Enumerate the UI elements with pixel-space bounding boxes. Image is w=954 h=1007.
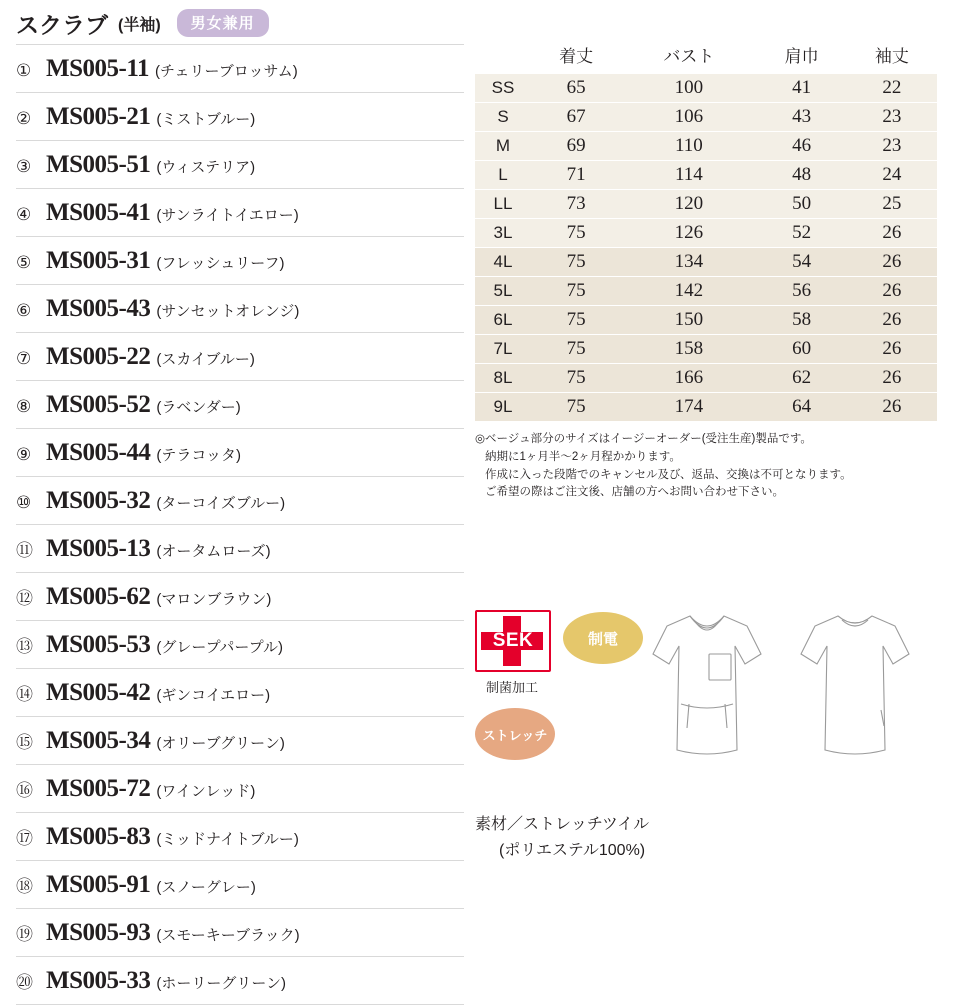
size-value: 73 — [531, 190, 621, 219]
size-value: 106 — [621, 103, 756, 132]
table-row — [475, 103, 937, 132]
color-index: ⑬ — [16, 637, 33, 656]
size-value: 120 — [621, 190, 756, 219]
color-row[interactable] — [16, 333, 464, 381]
table-row — [475, 248, 937, 277]
color-name: (ミッドナイトブルー) — [156, 831, 299, 848]
table-row — [475, 335, 937, 364]
size-label: LL — [475, 190, 531, 219]
color-name: (ラベンダー) — [156, 399, 241, 416]
size-value: 23 — [847, 103, 937, 132]
table-row — [475, 306, 937, 335]
color-row[interactable] — [16, 477, 464, 525]
size-value: 22 — [847, 74, 937, 103]
size-value: 26 — [847, 364, 937, 393]
size-value: 60 — [757, 335, 847, 364]
color-code: MS005-34 — [46, 727, 151, 754]
color-row[interactable] — [16, 765, 464, 813]
color-name: (ミストブルー) — [156, 111, 256, 128]
size-value: 158 — [621, 335, 756, 364]
size-value: 50 — [757, 190, 847, 219]
color-row[interactable] — [16, 957, 464, 1005]
size-label: 8L — [475, 364, 531, 393]
size-value: 134 — [621, 248, 756, 277]
color-code: MS005-51 — [46, 151, 151, 178]
size-label: SS — [475, 74, 531, 103]
size-value: 75 — [531, 248, 621, 277]
size-value: 110 — [621, 132, 756, 161]
color-code: MS005-43 — [46, 295, 151, 322]
size-value: 75 — [531, 364, 621, 393]
unisex-badge: 男女兼用 — [177, 9, 269, 37]
sek-caption: 制菌加工 — [485, 680, 538, 695]
size-label: M — [475, 132, 531, 161]
color-index: ⑳ — [16, 973, 33, 992]
color-code: MS005-31 — [46, 247, 151, 274]
size-value: 43 — [757, 103, 847, 132]
color-row[interactable] — [16, 285, 464, 333]
color-name: (ターコイズブルー) — [156, 495, 286, 512]
color-list — [16, 44, 464, 1005]
size-value: 62 — [757, 364, 847, 393]
stretch-badge: ストレッチ — [475, 708, 555, 760]
size-value: 126 — [621, 219, 756, 248]
color-index: ⑪ — [16, 541, 33, 560]
table-row — [475, 364, 937, 393]
color-row[interactable] — [16, 717, 464, 765]
color-code: MS005-91 — [46, 871, 151, 898]
col-header-bust: バスト — [663, 47, 715, 66]
color-index: ⑩ — [16, 493, 32, 512]
color-row[interactable] — [16, 621, 464, 669]
color-name: (オータムローズ) — [156, 543, 271, 560]
col-header-0 — [475, 40, 531, 74]
scrub-front-back-illustration — [645, 600, 935, 780]
size-table — [475, 40, 937, 421]
feature-badges — [475, 610, 618, 743]
size-label: L — [475, 161, 531, 190]
material-line-1: 素材／ストレッチツイル — [475, 816, 650, 833]
size-value: 26 — [847, 219, 937, 248]
size-value: 75 — [531, 335, 621, 364]
color-name: (スカイブルー) — [156, 351, 255, 368]
color-name: (グレープパープル) — [156, 639, 284, 656]
color-index: ④ — [16, 205, 32, 224]
color-row[interactable] — [16, 141, 464, 189]
size-value: 75 — [531, 219, 621, 248]
color-code: MS005-83 — [46, 823, 151, 850]
color-name: (サンセットオレンジ) — [156, 303, 300, 320]
table-row — [475, 74, 937, 103]
color-code: MS005-22 — [46, 343, 151, 370]
material-line-2: (ポリエステル100%) — [499, 841, 646, 859]
col-header-length: 着丈 — [559, 47, 594, 66]
size-label: 4L — [475, 248, 531, 277]
size-value: 174 — [621, 393, 756, 422]
color-name: (フレッシュリーフ) — [156, 255, 285, 272]
size-label: 7L — [475, 335, 531, 364]
color-code: MS005-44 — [46, 439, 151, 466]
size-value: 71 — [531, 161, 621, 190]
size-value: 23 — [847, 132, 937, 161]
color-index: ⑱ — [16, 877, 33, 896]
col-header-shoulder: 肩巾 — [784, 47, 819, 66]
size-value: 67 — [531, 103, 621, 132]
color-code: MS005-53 — [46, 631, 151, 658]
color-row[interactable] — [16, 573, 464, 621]
color-row[interactable] — [16, 813, 464, 861]
color-variation-panel — [16, 6, 464, 1005]
color-code: MS005-32 — [46, 487, 151, 514]
size-value: 46 — [757, 132, 847, 161]
color-index: ⑦ — [16, 349, 32, 368]
product-title: スクラブ — [16, 11, 108, 38]
size-value: 26 — [847, 393, 937, 422]
color-row[interactable] — [16, 189, 464, 237]
color-code: MS005-62 — [46, 583, 151, 610]
color-row[interactable] — [16, 525, 464, 573]
color-row[interactable] — [16, 44, 464, 93]
color-code: MS005-93 — [46, 919, 151, 946]
color-index: ① — [16, 61, 32, 80]
sek-icon — [475, 610, 551, 672]
size-value: 75 — [531, 277, 621, 306]
table-row — [475, 219, 937, 248]
color-index: ⑤ — [16, 253, 32, 272]
size-value: 69 — [531, 132, 621, 161]
size-value: 58 — [757, 306, 847, 335]
size-label: 3L — [475, 219, 531, 248]
size-value: 150 — [621, 306, 756, 335]
color-name: (サンライトイエロー) — [156, 207, 299, 224]
color-index: ⑥ — [16, 301, 32, 320]
antistatic-badge: 制電 — [563, 612, 643, 664]
color-row[interactable] — [16, 237, 464, 285]
size-value: 26 — [847, 335, 937, 364]
note-line: ◎ベージュ部分のサイズはイージーオーダー(受注生産)製品です。 — [475, 433, 812, 445]
color-row[interactable] — [16, 429, 464, 477]
size-value: 166 — [621, 364, 756, 393]
table-row — [475, 132, 937, 161]
color-code: MS005-42 — [46, 679, 151, 706]
garment-illustrations — [645, 600, 935, 785]
size-value: 56 — [757, 277, 847, 306]
page-title — [16, 6, 464, 40]
size-value: 142 — [621, 277, 756, 306]
size-value: 75 — [531, 306, 621, 335]
color-index: ⑧ — [16, 397, 32, 416]
note-line: 作成に入った段階でのキャンセル及び、返品、交換は不可となります。 — [485, 468, 852, 481]
color-code: MS005-33 — [46, 967, 151, 994]
color-code: MS005-13 — [46, 535, 151, 562]
color-code: MS005-21 — [46, 103, 151, 130]
size-value: 54 — [757, 248, 847, 277]
color-row[interactable] — [16, 669, 464, 717]
size-value: 114 — [621, 161, 756, 190]
color-code: MS005-72 — [46, 775, 151, 802]
size-value: 26 — [847, 277, 937, 306]
size-label: 6L — [475, 306, 531, 335]
color-index: ⑨ — [16, 445, 32, 464]
size-value: 41 — [757, 74, 847, 103]
color-index: ③ — [16, 157, 32, 176]
color-name: (テラコッタ) — [156, 447, 242, 464]
color-index: ⑭ — [16, 685, 33, 704]
size-value: 65 — [531, 74, 621, 103]
color-name: (ホーリーグリーン) — [156, 975, 287, 992]
color-code: MS005-41 — [46, 199, 151, 226]
color-name: (ワインレッド) — [156, 783, 256, 800]
color-name: (ギンコイエロー) — [156, 687, 271, 704]
table-row — [475, 190, 937, 219]
size-value: 64 — [757, 393, 847, 422]
color-row[interactable] — [16, 861, 464, 909]
size-label: S — [475, 103, 531, 132]
color-index: ⑲ — [16, 925, 33, 944]
color-row[interactable] — [16, 381, 464, 429]
color-code: MS005-11 — [46, 55, 149, 82]
color-index: ⑰ — [16, 829, 33, 848]
color-index: ⑫ — [16, 589, 33, 608]
color-name: (チェリーブロッサム) — [154, 63, 298, 80]
color-name: (スノーグレー) — [156, 879, 256, 896]
note-line: ご希望の際はご注文後、店舗の方へお問い合わせ下さい。 — [485, 486, 784, 499]
col-header-sleeve: 袖丈 — [874, 47, 909, 66]
color-name: (オリーブグリーン) — [156, 735, 285, 752]
color-code: MS005-52 — [46, 391, 151, 418]
size-value: 26 — [847, 248, 937, 277]
table-row — [475, 277, 937, 306]
size-value: 24 — [847, 161, 937, 190]
color-row[interactable] — [16, 909, 464, 957]
size-value: 75 — [531, 393, 621, 422]
size-value: 25 — [847, 190, 937, 219]
size-value: 100 — [621, 74, 756, 103]
table-header-row — [475, 40, 937, 74]
color-name: (マロンブラウン) — [156, 591, 272, 608]
note-line: 納期に1ヶ月半〜2ヶ月程かかります。 — [485, 450, 681, 463]
sek-label: SEK — [492, 630, 534, 651]
size-label: 5L — [475, 277, 531, 306]
size-value: 52 — [757, 219, 847, 248]
color-index: ② — [16, 109, 32, 128]
color-index: ⑮ — [16, 733, 33, 752]
size-label: 9L — [475, 393, 531, 422]
product-subtitle: (半袖) — [118, 16, 161, 34]
table-row — [475, 161, 937, 190]
table-row — [475, 393, 937, 422]
color-index: ⑯ — [16, 781, 33, 800]
size-value: 26 — [847, 306, 937, 335]
size-panel — [475, 40, 940, 502]
size-value: 48 — [757, 161, 847, 190]
color-name: (スモーキーブラック) — [156, 927, 300, 944]
color-name: (ウィステリア) — [156, 159, 256, 176]
color-row[interactable] — [16, 93, 464, 141]
order-note — [475, 431, 940, 502]
material-info — [475, 812, 649, 863]
